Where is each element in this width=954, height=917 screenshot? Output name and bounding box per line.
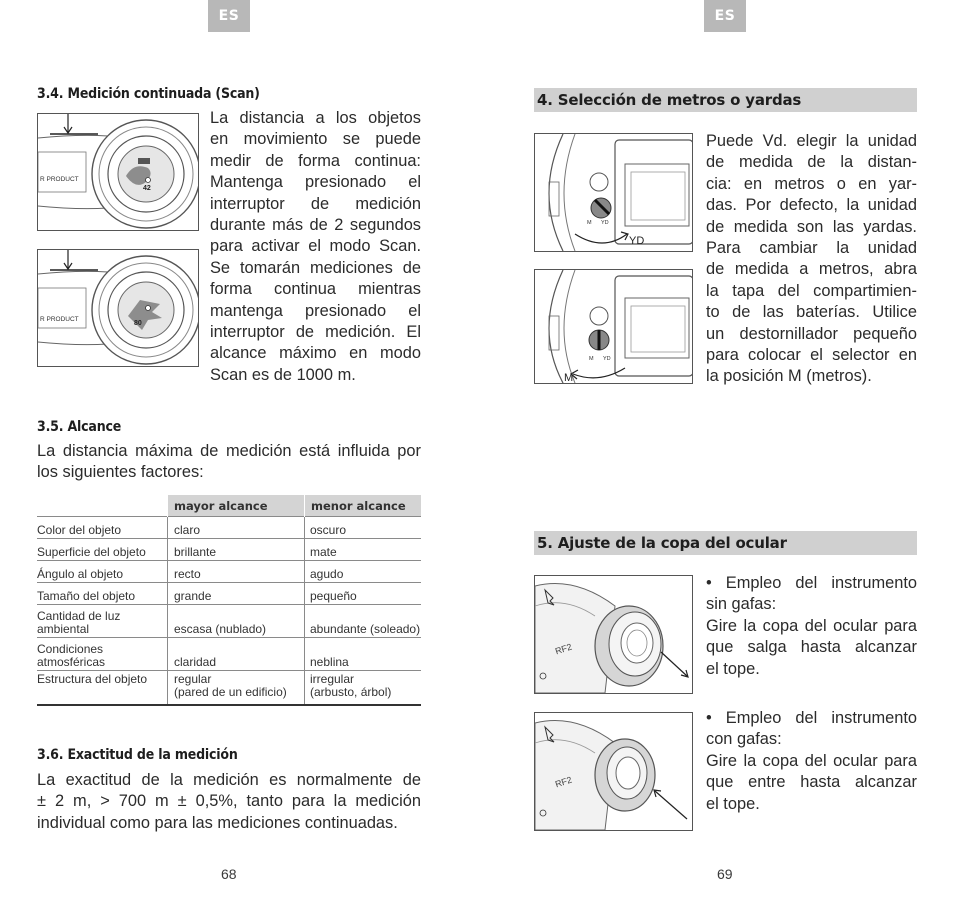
factor-cell: Color del objeto <box>37 523 122 537</box>
rangefinder-display-illustration <box>38 250 198 366</box>
text-line: mantenga presionado el <box>210 301 421 320</box>
text-line: el tope. <box>706 659 760 678</box>
display-value: 42 <box>143 185 151 192</box>
battery-compartment-illustration <box>535 270 692 383</box>
text-line: ± 2 m, > 700 m ± 0,5%, tanto para la medición <box>37 792 421 811</box>
display-value: 80 <box>134 320 142 327</box>
heading-4: 4. Selección de metros o yardas <box>534 88 917 112</box>
factor-cell: Tamaño del objeto <box>37 589 136 603</box>
product-label: R PRODUCT <box>40 176 79 183</box>
text-line: medir de forma continua: <box>210 151 421 170</box>
text-5-block-2 <box>706 708 917 815</box>
text-line: con gafas: <box>706 730 782 749</box>
text-line: to de las baterías. Utilice <box>706 303 917 322</box>
text-line: Gire la copa del ocular para <box>706 616 917 635</box>
text-line: interruptor de medición <box>210 194 421 213</box>
table-row <box>37 638 421 671</box>
text-line: un destornillador pequeño <box>706 324 917 343</box>
table-header-mayor: mayor alcance <box>168 495 305 517</box>
heading-5: 5. Ajuste de la copa del ocular <box>534 531 917 555</box>
text-line: de medida a metros, abra <box>706 260 917 279</box>
text-line: que salga hasta alcanzar <box>706 638 917 657</box>
figure-eyecup-out <box>534 575 693 694</box>
heading-3-5: 3.5. Alcance <box>37 419 122 435</box>
text-line: Scan es de 1000 m. <box>210 365 356 384</box>
text-line: La distancia máxima de medición está influida por <box>37 442 421 460</box>
switch-label-m: M <box>587 220 592 226</box>
text-line: forma continua mientras <box>210 280 421 299</box>
table-header-menor: menor alcance <box>305 495 422 517</box>
text-line: individual como para las mediciones continuadas. <box>37 813 398 832</box>
text-line: Se tomarán mediciones de <box>210 258 421 277</box>
menor-cell: abundante (soleado) <box>310 622 421 636</box>
arrow-label: M <box>564 372 574 384</box>
text-line: que entre hasta alcanzar <box>706 773 917 792</box>
menor-cell: pequeño <box>310 589 357 603</box>
table-row <box>37 605 421 638</box>
factor-cell: Ángulo al objeto <box>37 567 124 581</box>
mayor-cell: claridad <box>174 655 217 669</box>
table-row <box>37 583 421 605</box>
text-4 <box>706 131 917 388</box>
text-line: cia: en metros o en yar- <box>706 174 917 193</box>
text-3-4 <box>210 108 421 386</box>
mayor-cell: regular <box>174 672 212 686</box>
arrow-label: YD <box>629 235 645 247</box>
model-label: RF2 <box>553 774 574 790</box>
figure-eyecup-in <box>534 712 693 831</box>
table-row <box>37 671 421 706</box>
switch-label-yd: YD <box>601 220 609 226</box>
mayor-cell: brillante <box>174 545 217 559</box>
text-line: das. Por defecto, la unidad <box>706 196 917 215</box>
text-line: la tapa del compartimien- <box>706 281 917 300</box>
table-row <box>37 517 421 539</box>
text-line: los siguientes factores: <box>37 463 204 482</box>
range-factors-table <box>37 495 421 706</box>
mayor-cell: recto <box>174 567 201 581</box>
text-5-block-1 <box>706 573 917 680</box>
text-line: Puede Vd. elegir la unidad <box>706 132 917 150</box>
factor-cell: Condiciones <box>37 642 104 656</box>
text-3-5 <box>37 441 421 484</box>
battery-compartment-illustration <box>535 134 692 251</box>
page-number-right: 69 <box>717 866 733 882</box>
text-line: La distancia a los objetos <box>210 109 421 127</box>
language-tab-right: ES <box>704 0 746 32</box>
text-line: durante más de 2 segundos <box>210 216 421 235</box>
mayor-cell: claro <box>174 523 201 537</box>
menor-cell: mate <box>310 545 337 559</box>
factor-cell: Cantidad de luz <box>37 609 121 623</box>
table-row <box>37 561 421 583</box>
mayor-cell: grande <box>174 589 212 603</box>
mayor-cell: (pared de un edificio) <box>174 685 287 699</box>
text-line: Mantenga presionado el <box>210 173 421 192</box>
text-line: el tope. <box>706 794 760 813</box>
text-line: alcance máximo en modo <box>210 344 421 363</box>
product-label: R PRODUCT <box>40 316 79 323</box>
text-line: para colocar el selector en <box>706 346 917 365</box>
page-number-left: 68 <box>221 866 237 882</box>
switch-label-m: M <box>589 356 594 362</box>
text-line: sin gafas: <box>706 595 777 614</box>
heading-3-4: 3.4. Medición continuada (Scan) <box>37 86 260 102</box>
text-line: Gire la copa del ocular para <box>706 751 917 770</box>
text-line: interruptor de medición. El <box>210 323 421 342</box>
text-line: Para cambiar la unidad <box>706 239 917 258</box>
figure-unit-switch-m <box>534 269 693 384</box>
figure-unit-switch-yd <box>534 133 693 252</box>
model-label: RF2 <box>553 641 574 657</box>
heading-3-6: 3.6. Exactitud de la medición <box>37 747 238 763</box>
text-3-6 <box>37 770 421 834</box>
eyecup-illustration <box>535 713 692 830</box>
figure-scan-2 <box>37 249 199 367</box>
text-line: de medida de la distan- <box>706 153 917 172</box>
text-line: La exactitud de la medición es normalmente de <box>37 771 421 789</box>
factor-cell: ambiental <box>37 622 90 636</box>
mayor-cell: escasa (nublado) <box>174 622 267 636</box>
rangefinder-display-illustration <box>38 114 198 230</box>
text-line: de medida son las yardas. <box>706 217 917 236</box>
text-line: • Empleo del instrumento <box>706 709 917 727</box>
table-header-blank <box>37 495 168 517</box>
text-line: • Empleo del instrumento <box>706 574 917 592</box>
language-tab-left: ES <box>208 0 250 32</box>
eyecup-illustration <box>535 576 692 693</box>
text-line: la posición M (metros). <box>706 367 872 386</box>
text-line: para activar el modo Scan. <box>210 237 421 256</box>
menor-cell: neblina <box>310 655 349 669</box>
factor-cell: atmosféricas <box>37 655 106 669</box>
menor-cell: agudo <box>310 567 344 581</box>
factor-cell: Superficie del objeto <box>37 545 146 559</box>
figure-scan-1 <box>37 113 199 231</box>
menor-cell: (arbusto, árbol) <box>310 685 392 699</box>
menor-cell: irregular <box>310 672 355 686</box>
text-line: en movimiento se puede <box>210 130 421 149</box>
table-row <box>37 539 421 561</box>
menor-cell: oscuro <box>310 523 347 537</box>
switch-label-yd: YD <box>603 356 611 362</box>
factor-cell: Estructura del objeto <box>37 672 148 686</box>
